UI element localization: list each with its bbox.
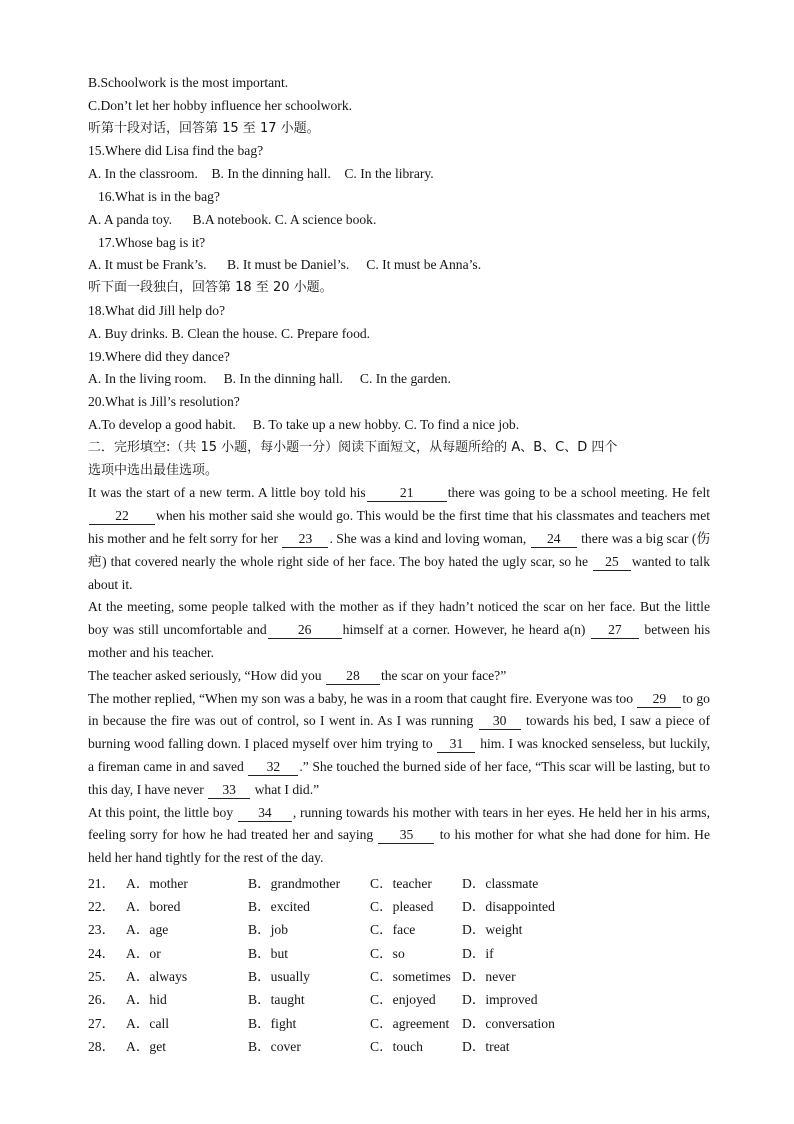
option-a: A．age	[126, 922, 169, 938]
option-a: A．hid	[126, 992, 167, 1008]
option-b: B．grandmother	[248, 875, 341, 891]
option-number: 24．	[88, 945, 116, 961]
option-20b: B. To take up a new hobby.	[252, 416, 401, 432]
options-row-24	[88, 942, 710, 965]
option-b: B．cover	[248, 1038, 301, 1054]
passage-text: to go in because the fire was out of control, so I went in. As I was running	[88, 690, 710, 729]
cloze-options-table	[88, 872, 710, 1058]
option-number: 26．	[88, 992, 116, 1008]
option-b: B．taught	[248, 992, 305, 1008]
passage-text: him. I was knocked senseless, but luckily, a fireman came in and saved	[88, 736, 710, 774]
option-b: B．job	[248, 922, 289, 938]
passage-text: .” She touched the burned side of her face, “This scar will be lasting, but to this day, I have never	[88, 758, 710, 797]
question-19-options	[88, 368, 710, 391]
passage-text: . She was a kind and loving woman,	[329, 530, 527, 546]
options-row-21	[88, 872, 710, 895]
passage-text: towards his bed, I saw a piece of burning wood falling down. I placed myself over him trying to	[88, 713, 710, 752]
option-number: 25．	[88, 969, 116, 985]
option-b: B．but	[248, 945, 289, 961]
option-20a: A.To develop a good habit.	[88, 416, 236, 432]
option-c: C．sometimes	[370, 969, 451, 985]
blank-29: 29	[637, 691, 681, 708]
options-row-27	[88, 1012, 710, 1035]
passage-text: himself at a corner. However, he heard a(n)	[342, 622, 586, 638]
section-10-instruction: 听第十段对话，回答第 15 至 17 小题。	[88, 120, 320, 136]
option-number: 27．	[88, 1015, 116, 1031]
option-16c: C. A science book.	[274, 211, 377, 227]
passage-text: At this point, the little boy	[88, 804, 234, 820]
option-a: A．or	[126, 945, 161, 961]
passage-text: The mother replied, “When my son was a baby, he was in a room that caught fire. Everyone was too	[88, 690, 633, 706]
exam-page	[88, 72, 710, 1058]
cloze-heading-continued: 选项中选出最佳选项。	[88, 462, 219, 478]
option-d: D．disappointed	[462, 899, 555, 915]
option-a: A．always	[126, 969, 188, 985]
option-number: 22．	[88, 899, 116, 915]
question-17: 17.Whose bag is it?	[98, 234, 206, 250]
question-15: 15.Where did Lisa find the bag?	[88, 143, 264, 159]
option-b: B．excited	[248, 899, 310, 915]
options-row-23	[88, 918, 710, 941]
question-18: 18.What did Jill help do?	[88, 302, 226, 318]
option-b: B．usually	[248, 969, 310, 985]
option-d: D．weight	[462, 922, 523, 938]
blank-23: 23	[282, 531, 328, 548]
option-c: C．agreement	[370, 1015, 450, 1031]
question-19: 19.Where did they dance?	[88, 348, 230, 364]
option-d: D．improved	[462, 992, 538, 1008]
passage-text: wanted to talk about it.	[88, 553, 710, 592]
option-15a: A. In the classroom.	[88, 166, 198, 182]
option-d: D．never	[462, 969, 516, 985]
option-18a: A. Buy drinks.	[88, 325, 169, 341]
option-number: 23．	[88, 922, 116, 938]
passage-text: when his mother said she would go. This would be the first time that his classmates and teachers met his mother and he felt sorry for her	[88, 508, 710, 546]
option-a: A．bored	[126, 899, 181, 915]
passage-text: there was going to be a school meeting. He felt	[447, 485, 710, 501]
passage-text: what I did.”	[254, 781, 320, 797]
option-19a: A. In the living room.	[88, 371, 207, 387]
blank-22: 22	[89, 508, 155, 525]
option-c: C．enjoyed	[370, 992, 436, 1008]
question-17-options	[88, 254, 710, 277]
question-16: 16.What is in the bag?	[98, 188, 220, 204]
passage-text: The teacher asked seriously, “How did you	[88, 667, 322, 683]
monologue-instruction: 听下面一段独白，回答第 18 至 20 小题。	[88, 280, 333, 296]
option-d: D．treat	[462, 1038, 510, 1054]
option-a: A．call	[126, 1015, 170, 1031]
option-c: C．pleased	[370, 899, 434, 915]
passage-text: to his mother for what she had done for him. He held her hand tightly for the rest of the day.	[88, 827, 711, 866]
option-c: C．touch	[370, 1038, 423, 1054]
option-c-line: C.Don’t let her hobby influence her schoolwork.	[88, 97, 353, 113]
cloze-paragraph-4	[88, 688, 710, 802]
option-17c: C. It must be Anna’s.	[366, 257, 482, 273]
blank-21: 21	[367, 485, 447, 502]
option-a: A．get	[126, 1038, 167, 1054]
passage-text: , running towards his mother with tears in her eyes. He held her in his arms, feeling sorry for how he had treated her and saying	[88, 804, 710, 843]
option-16a: A. A panda toy.	[88, 211, 173, 227]
question-16-options	[88, 209, 710, 232]
option-17b: B. It must be Daniel’s.	[226, 257, 350, 273]
blank-25: 25	[593, 554, 631, 571]
passage-text: the scar on your face?”	[380, 667, 507, 683]
blank-24: 24	[531, 531, 577, 548]
blank-26: 26	[268, 622, 342, 639]
passage-text: between his mother and his teacher.	[88, 622, 711, 660]
options-row-25	[88, 965, 710, 988]
cloze-paragraph-2	[88, 596, 710, 664]
options-row-28	[88, 1035, 710, 1058]
question-18-options	[88, 323, 710, 346]
options-row-26	[88, 988, 710, 1011]
option-15b: B. In the dinning hall.	[211, 166, 331, 182]
passage-text: At the meeting, some people talked with the mother as if they hadn’t noticed the scar on her face. But the little boy was still uncomfortable and	[88, 599, 710, 638]
cloze-paragraph-5	[88, 802, 710, 870]
option-d: D．classmate	[462, 875, 539, 891]
option-c: C．so	[370, 945, 405, 961]
option-b: B．fight	[248, 1015, 297, 1031]
blank-33: 33	[208, 782, 250, 799]
option-19b: B. In the dinning hall.	[223, 371, 343, 387]
option-c: C．teacher	[370, 875, 432, 891]
option-17a: A. It must be Frank’s.	[88, 257, 207, 273]
blank-34: 34	[238, 805, 292, 822]
blank-27: 27	[591, 622, 639, 639]
option-number: 28．	[88, 1038, 116, 1054]
option-19c: C. In the garden.	[359, 371, 451, 387]
cloze-paragraph-3	[88, 665, 710, 688]
blank-28: 28	[326, 668, 380, 685]
option-d: D．if	[462, 945, 494, 961]
question-20-options	[88, 414, 710, 437]
option-18c: C. Prepare food.	[280, 325, 371, 341]
blank-30: 30	[479, 713, 521, 730]
blank-31: 31	[437, 736, 475, 753]
cloze-heading: 二．完形填空:（共 15 小题，每小题一分）阅读下面短文，从每题所给的 A、B、C、D 四个	[88, 439, 618, 455]
option-20c: C. To find a nice job.	[404, 416, 520, 432]
question-15-options	[88, 163, 710, 186]
options-row-22	[88, 895, 710, 918]
option-number: 21．	[88, 875, 116, 891]
blank-35: 35	[378, 827, 434, 844]
option-a: A．mother	[126, 875, 188, 891]
option-c: C．face	[370, 922, 416, 938]
option-16b: B.A notebook.	[192, 211, 272, 227]
option-d: D．conversation	[462, 1015, 555, 1031]
option-18b: B. Clean the house.	[171, 325, 278, 341]
question-20: 20.What is Jill’s resolution?	[88, 394, 240, 410]
blank-32: 32	[248, 759, 298, 776]
passage-text: It was the start of a new term. A little boy told his	[88, 485, 366, 501]
passage-text: there was a big scar (伤疤) that covered nearly the whole right side of her face. The boy hated the ugly scar, so he	[88, 530, 710, 569]
cloze-paragraph-1	[88, 482, 710, 596]
option-15c: C. In the library.	[344, 166, 434, 182]
option-b-line: B.Schoolwork is the most important.	[88, 75, 289, 90]
